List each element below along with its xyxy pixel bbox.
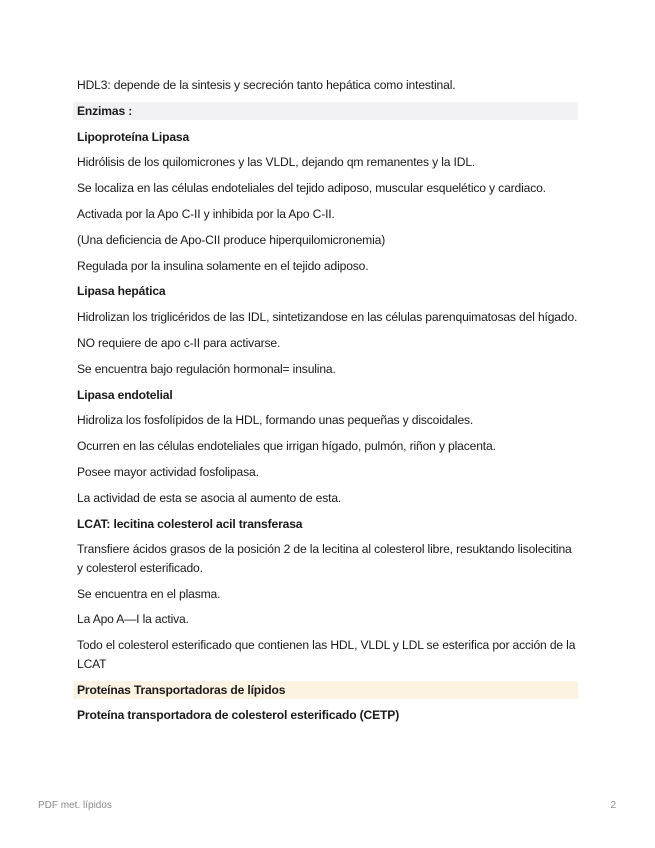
paragraph: NO requiere de apo c-II para activarse.: [77, 335, 281, 350]
paragraph: Todo el colesterol esterificado que contienen las HDL, VLDL y LDL se esterifica por acción de la LCAT: [77, 638, 576, 671]
subheading-lipasa-endotelial: Lipasa endotelial: [77, 387, 173, 402]
document-body: [73, 76, 578, 732]
paragraph: Hidrólisis de los quilomicrones y las VLDL, dejando qm remanentes y la IDL.: [77, 155, 476, 170]
paragraph: Transfiere ácidos grasos de la posición 2 de la lecitina al colesterol libre, resuktando lisolecitina y colesterol esterificado.: [77, 542, 572, 575]
paragraph-hdl3: HDL3: depende de la sintesis y secreción tanto hepática como intestinal.: [77, 78, 456, 92]
paragraph: Se encuentra en el plasma.: [77, 586, 221, 601]
section-heading-enzimas: Enzimas :: [73, 102, 578, 121]
subheading-lipoproteina-lipasa: Lipoproteína Lipasa: [77, 129, 190, 144]
footer-page-number: 2: [610, 800, 616, 811]
paragraph: La actividad de esta se asocia al aumento de esta.: [77, 490, 342, 505]
paragraph: Se encuentra bajo regulación hormonal= insulina.: [77, 361, 336, 376]
section-heading-proteinas-transportadoras: Proteínas Transportadoras de lípidos: [73, 681, 578, 700]
subheading-lcat: LCAT: lecitina colesterol acil transferasa: [77, 516, 303, 531]
paragraph: Hidrolizan los triglicéridos de las IDL, sintetizandose en las células parenquimatosas del hígado.: [77, 310, 578, 325]
footer-document-title: PDF met. lípidos: [38, 800, 112, 811]
paragraph: (Una deficiencia de Apo-CII produce hiperquilomicronemia): [77, 232, 386, 247]
paragraph: Ocurren en las células endoteliales que irrigan hígado, pulmón, riñon y placenta.: [77, 439, 496, 454]
paragraph: Posee mayor actividad fosfolipasa.: [77, 464, 259, 479]
paragraph: Se localiza en las células endoteliales del tejido adiposo, muscular esquelético y cardiaco.: [77, 181, 546, 196]
paragraph: La Apo A—I la activa.: [77, 612, 189, 627]
paragraph: Regulada por la insulina solamente en el tejido adiposo.: [77, 258, 369, 273]
subheading-lipasa-hepatica: Lipasa hepática: [77, 284, 166, 299]
paragraph: Activada por la Apo C-II y inhibida por la Apo C-II.: [77, 206, 335, 221]
subheading-cetp: Proteína transportadora de colesterol esterificado (CETP): [77, 708, 400, 723]
paragraph: Hidroliza los fosfolípidos de la HDL, formando unas pequeñas y discoidales.: [77, 413, 474, 428]
